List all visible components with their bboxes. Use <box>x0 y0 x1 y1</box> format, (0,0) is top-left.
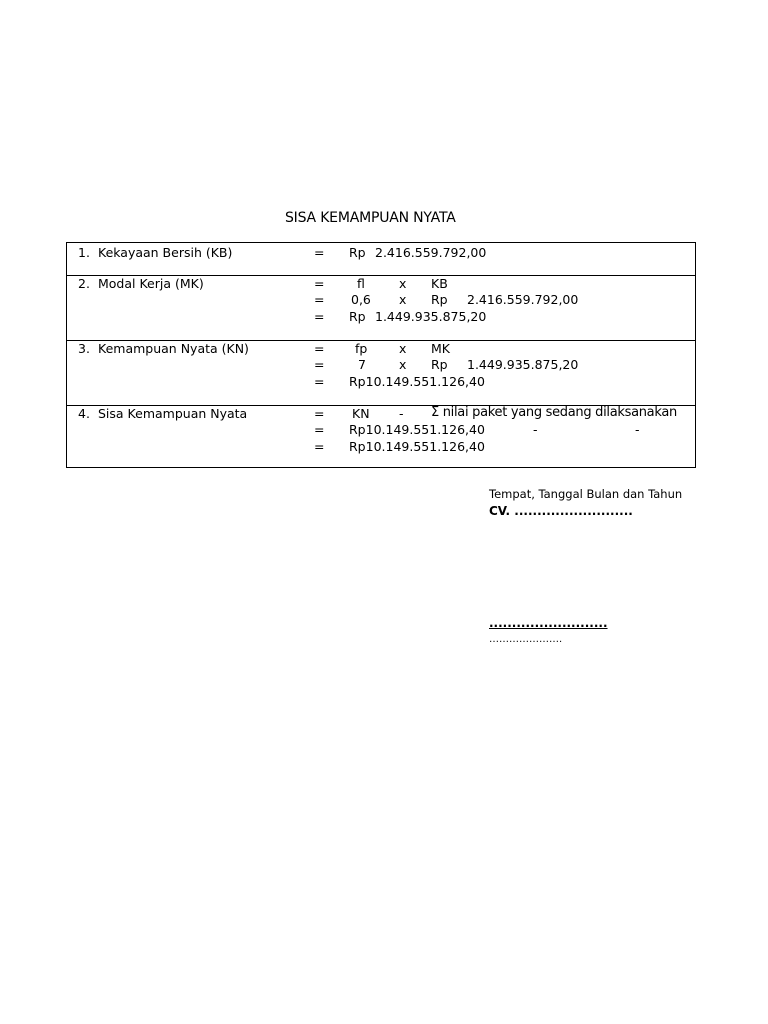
signatory-name: .......................... <box>489 616 608 630</box>
currency-label: Rp <box>349 309 366 324</box>
equals-sign: = <box>314 341 325 356</box>
operand-label: KB <box>431 276 448 291</box>
factor-value: 7 <box>358 357 366 372</box>
amount-value: Rp10.149.551.126,40 <box>349 374 485 389</box>
equals-sign: = <box>314 406 325 421</box>
currency-label: Rp <box>349 245 366 260</box>
row-number: 3. <box>78 341 90 356</box>
calculation-table <box>66 242 696 468</box>
amount-value: 1.449.935.875,20 <box>375 309 487 324</box>
factor-label: fp <box>355 341 368 356</box>
amount-value: Rp10.149.551.126,40 <box>349 422 485 437</box>
row-label: Kemampuan Nyata (KN) <box>98 341 249 356</box>
operator: x <box>399 276 407 291</box>
company-name: CV. .......................... <box>489 504 633 518</box>
equals-sign: = <box>314 422 325 437</box>
operator: x <box>399 341 407 356</box>
operator: - <box>399 406 404 421</box>
place-date-line: Tempat, Tanggal Bulan dan Tahun <box>489 487 683 501</box>
document-title: SISA KEMAMPUAN NYATA <box>285 210 456 226</box>
equals-sign: = <box>314 276 325 291</box>
row-label: Sisa Kemampuan Nyata <box>98 406 248 421</box>
amount-value: Rp10.149.551.126,40 <box>349 439 485 454</box>
equals-sign: = <box>314 357 325 372</box>
amount-value: 1.449.935.875,20 <box>467 357 579 372</box>
row-number: 2. <box>78 276 90 291</box>
row-number: 1. <box>78 245 90 260</box>
dash-placeholder: - <box>533 422 538 437</box>
row-number: 4. <box>78 406 90 421</box>
equals-sign: = <box>314 439 325 454</box>
currency-label: Rp <box>431 357 448 372</box>
factor-value: 0,6 <box>351 292 371 307</box>
dash-placeholder: - <box>635 422 640 437</box>
signatory-position: …………………. <box>489 634 563 645</box>
row-label: Modal Kerja (MK) <box>98 276 204 291</box>
sum-description: Σ nilai paket yang sedang dilaksanakan <box>431 405 677 420</box>
amount-value: 2.416.559.792,00 <box>467 292 579 307</box>
operator: x <box>399 292 407 307</box>
row-label: Kekayaan Bersih (KB) <box>98 245 233 260</box>
factor-label: fl <box>357 276 365 291</box>
operand-label: MK <box>431 341 450 356</box>
equals-sign: = <box>314 374 325 389</box>
equals-sign: = <box>314 245 325 260</box>
operator: x <box>399 357 407 372</box>
equals-sign: = <box>314 292 325 307</box>
operand-label: KN <box>352 406 370 421</box>
amount-value: 2.416.559.792,00 <box>375 245 487 260</box>
equals-sign: = <box>314 309 325 324</box>
currency-label: Rp <box>431 292 448 307</box>
